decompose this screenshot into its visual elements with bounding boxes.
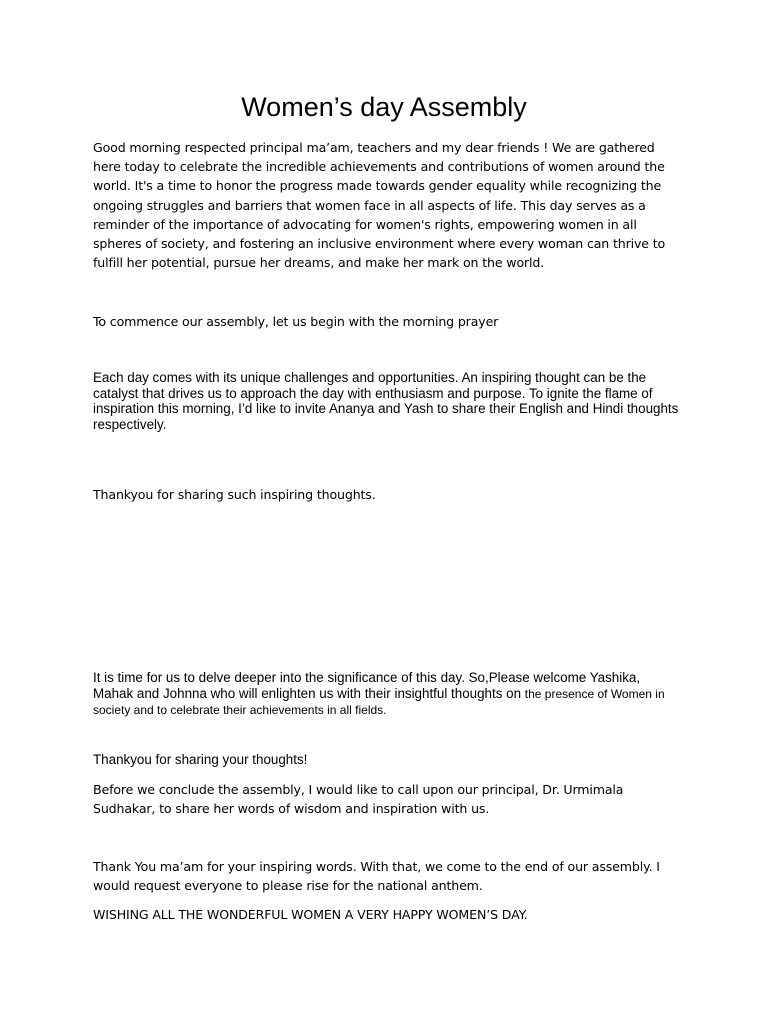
paragraph-wishes: WISHING ALL THE WONDERFUL WOMEN A VERY HAPPY WOMEN’S DAY. xyxy=(93,907,528,922)
paragraph-welcome: Good morning respected principal ma’am, teachers and my dear friends ! We are gathered here today to celebrate the incredible achievements and contributions of women around the world. It's a time to honor the progress made towards gender equality while recognizing the ongoing struggles and barriers that women face in all aspects of life. This day serves as a reminder of the importance of advocating for women's rights, empowering women in all spheres of society, and fostering an inclusive environment where every woman can thrive to fulfill her potential, pursue her dreams, and make her mark on the world. xyxy=(93,140,666,271)
paragraph-speech-intro-tail: the presence of Women in society and to celebrate their achievements in all fields. xyxy=(93,686,665,718)
paragraph-thoughts-intro: Each day comes with its unique challenges and opportunities. An inspiring thought can be the catalyst that drives us to approach the day with enthusiasm and purpose. To ignite the flame of inspiration this morning, I’d like to invite Ananya and Yash to share their English and Hindi thoughts respectively. xyxy=(93,370,679,432)
paragraph-thanks-thoughts: Thankyou for sharing such inspiring thoughts. xyxy=(93,487,376,502)
paragraph-thanks-speech: Thankyou for sharing your thoughts! xyxy=(93,752,308,767)
paragraph-speech-intro-main: It is time for us to delve deeper into the significance of this day. So,Please welcome Yashika, Mahak and Johnna who will enlighten us with their insightful thoughts on xyxy=(93,670,641,701)
paragraph-prayer: To commence our assembly, let us begin with the morning prayer xyxy=(93,314,499,329)
paragraph-speech-intro xyxy=(93,670,683,719)
document-title: Women’s day Assembly xyxy=(241,92,527,122)
paragraph-principal-invite: Before we conclude the assembly, I would like to call upon our principal, Dr. Urmimala Sudhakar, to share her words of wisdom and inspiration with us. xyxy=(93,782,624,817)
paragraph-closing: Thank You ma’am for your inspiring words. With that, we come to the end of our assembly. I would request everyone to please rise for the national anthem. xyxy=(93,859,660,894)
